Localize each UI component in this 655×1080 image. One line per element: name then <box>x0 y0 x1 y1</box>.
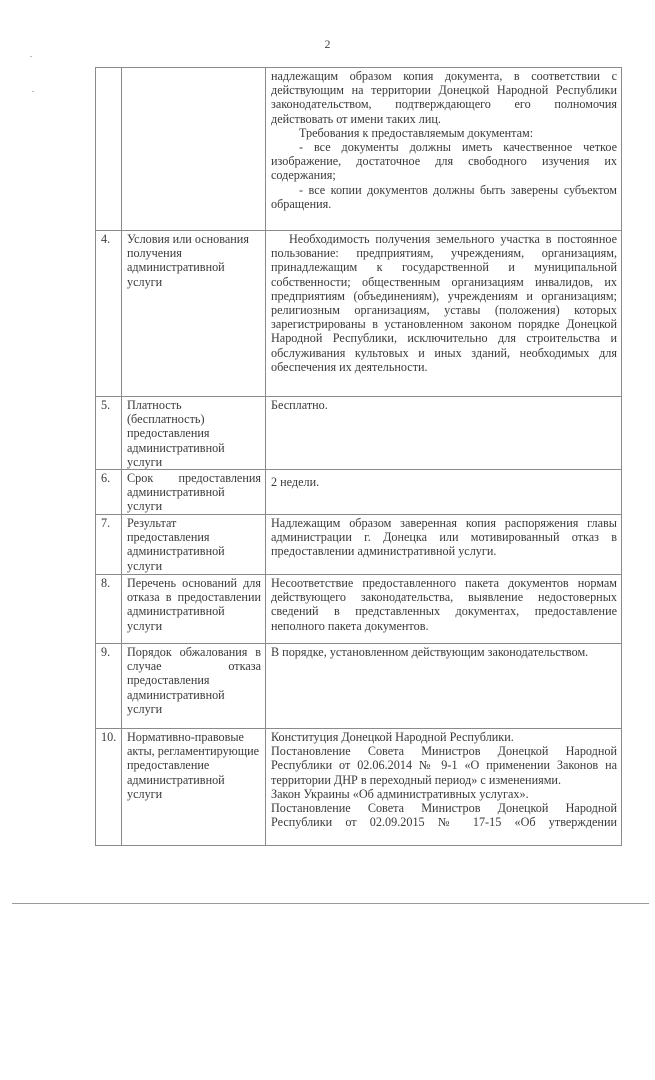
content-paragraph: 2 недели. <box>271 475 320 490</box>
content-paragraph: Бесплатно. <box>271 398 328 412</box>
row-number <box>96 68 122 231</box>
content-paragraph: Несоответствие предоставленного пакета документов нормам действующего законодательства, выявление недостоверных сведений в представленных документах, предоставление неполного пакета документов. <box>271 576 617 633</box>
row-label: Условия или основания получения административной услуги <box>122 231 266 397</box>
content-paragraph: Постановление Совета Министров Донецкой Народной Республики от 02.09.2015 № 17-15 «Об утверждении <box>271 801 617 830</box>
services-table <box>95 67 622 846</box>
row-number: 8. <box>96 575 122 644</box>
row-content <box>266 515 622 575</box>
table-row <box>96 515 622 575</box>
row-content <box>266 729 622 846</box>
row-number: 9. <box>96 644 122 729</box>
content-paragraph: - все документы должны иметь качественное четкое изображение, достаточное для свободного изучения их содержания; <box>271 140 617 183</box>
content-paragraph: Постановление Совета Министров Донецкой Народной Республики от 02.06.2014 № 9-1 «О применении Законов на территории ДНР в переходный период» с изменениями. <box>271 744 617 787</box>
table-row <box>96 470 622 515</box>
row-content <box>266 644 622 729</box>
row-content <box>266 68 622 231</box>
row-number: 10. <box>96 729 122 846</box>
row-number: 4. <box>96 231 122 397</box>
table-row <box>96 644 622 729</box>
content-paragraph: Конституция Донецкой Народной Республики. <box>271 730 514 745</box>
row-content <box>266 231 622 397</box>
row-content <box>266 397 622 470</box>
table-row <box>96 231 622 397</box>
row-number: 7. <box>96 515 122 575</box>
row-label <box>122 68 266 231</box>
row-label: Порядок обжалования в случае отказа предоставления административной услуги <box>122 644 266 729</box>
content-paragraph: - все копии документов должны быть заверены субъектом обращения. <box>271 182 617 211</box>
content-paragraph: Закон Украины «Об административных услугах». <box>271 786 529 801</box>
table-row-continuation <box>96 68 622 231</box>
row-label: Перечень оснований для отказа в предоставлении административной услуги <box>122 575 266 644</box>
page-bottom-rule <box>12 903 649 904</box>
content-paragraph: Необходимость получения земельного участка в постоянное пользование: предприятиям, учреждениям, организациям, принадлежащим к государственной и муниципальной собственности; общественным организациям инвалидов, их предприятиям (объединениям), учреждениям и организациям; религиозным организациям, уставы (положения) которых зарегистрированы в установленном законом порядке Донецкой Народной Республики, исключительно для строительства и обслуживания культовых и иных зданий, необходимых для обеспечения их деятельности. <box>271 232 617 374</box>
content-paragraph: В порядке, установленном действующим законодательством. <box>271 645 589 660</box>
table-row <box>96 729 622 846</box>
row-number: 5. <box>96 397 122 470</box>
row-label: Нормативно-правовые акты, регламентирующие предоставление административной услуги <box>122 729 266 846</box>
row-label: Срок предоставления административной услуги <box>122 470 266 515</box>
content-paragraph: Надлежащим образом заверенная копия распоряжения главы администрации г. Донецка или мотивированный отказ в предоставлении административной услуги. <box>271 516 617 559</box>
row-number: 6. <box>96 470 122 515</box>
row-label: Платность (бесплатность) предоставления административной услуги <box>122 397 266 470</box>
table-row <box>96 397 622 470</box>
row-content <box>266 575 622 644</box>
scan-speck <box>30 56 32 57</box>
content-paragraph: надлежащим образом копия документа, в соответствии с действующим на территории Донецкой Народной Республики законодательством, подтверждающего его полномочия действовать от имени таких лиц. <box>271 69 617 126</box>
page-number: 2 <box>324 37 331 51</box>
content-paragraph: Требования к предоставляемым документам: <box>299 125 534 140</box>
row-content <box>266 470 622 515</box>
row-label: Результат предоставления административной услуги <box>122 515 266 575</box>
scan-speck <box>32 91 34 92</box>
table-row <box>96 575 622 644</box>
